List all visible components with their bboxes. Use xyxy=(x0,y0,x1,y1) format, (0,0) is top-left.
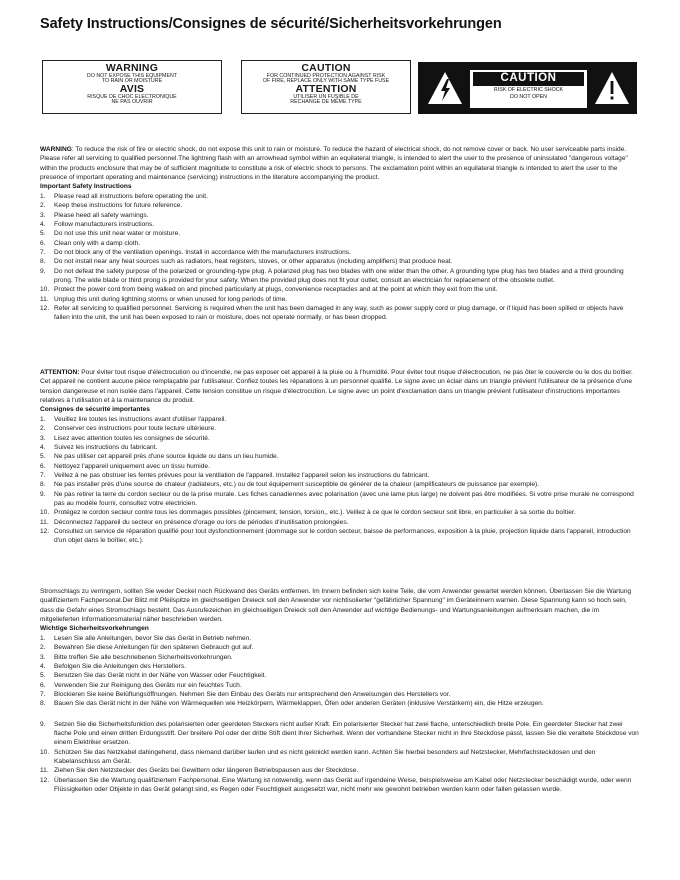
item-number: 11. xyxy=(40,767,49,775)
list-item xyxy=(40,434,640,443)
list-item xyxy=(40,424,640,433)
list-item xyxy=(40,443,640,452)
attention-title: ATTENTION xyxy=(295,83,357,96)
warning-line-2: TO RAIN OR MOISTURE xyxy=(101,77,163,84)
shock-title: CAUTION xyxy=(473,72,584,86)
list-item xyxy=(40,518,640,527)
item-number: 1. xyxy=(40,192,46,200)
item-text: Ne pas installer près d'une source de chaleur (radiateurs, etc.) ou de tout équipement susceptible de générer de la chaleur (amplificateurs de puissance par exemple). xyxy=(54,481,540,489)
item-number: 7. xyxy=(40,471,46,479)
item-text: Veillez à ne pas obstruer les fentes prévues pour la ventilation de l'appareil. Installez l'appareil selon les instructions du fabricant. xyxy=(54,471,430,479)
item-number: 7. xyxy=(40,248,46,256)
list-item xyxy=(40,681,640,690)
german-heading: Wichtige Sicherheitsvorkehrungen xyxy=(40,625,149,633)
item-number: 12. xyxy=(40,305,50,313)
list-item xyxy=(40,699,640,708)
item-text: Verwenden Sie zur Reinigung des Geräts nur ein feuchtes Tuch. xyxy=(54,681,242,689)
item-number: 6. xyxy=(40,462,46,470)
page-title: Safety Instructions/Consignes de sécurité/Sicherheitsvorkehrungen xyxy=(40,16,502,32)
list-item xyxy=(40,304,640,323)
item-number: 5. xyxy=(40,230,46,238)
list-item xyxy=(40,285,640,294)
shock-hazard-label xyxy=(418,62,637,114)
item-text: Consultez un service de réparation qualifié pour tout dysfonctionnement (dommage sur le cordon secteur, baisse de performances, exposition à la pluie, projection liquide dans l'appareil, introduction d'un objet dans le boîtier, etc.). xyxy=(54,528,631,545)
list-item xyxy=(40,671,640,680)
item-number: 1. xyxy=(40,634,46,642)
french-heading: Consignes de sécurité importantes xyxy=(40,406,150,414)
item-number: 4. xyxy=(40,220,46,228)
list-item xyxy=(40,720,640,748)
list-item xyxy=(40,766,640,775)
list-item xyxy=(40,192,640,201)
caution-title: CAUTION xyxy=(301,62,351,74)
item-text: Refer all servicing to qualified personnel. Servicing is required when the unit has been damaged in any way, such as power supply cord or plug damage, or if liquid has been spilled or objects have fallen into the unit, the unit has been exposed to rain or moisture, does not operate normally, or has been dropped. xyxy=(54,305,624,322)
list-item xyxy=(40,471,640,480)
french-intro xyxy=(40,368,640,405)
item-number: 10. xyxy=(40,509,50,517)
french-section xyxy=(40,368,640,546)
list-item xyxy=(40,748,640,767)
list-item xyxy=(40,508,640,517)
item-text: Do not block any of the ventilation openings. Install in accordance with the manufacturers instructions. xyxy=(54,248,351,256)
item-number: 1. xyxy=(40,415,46,423)
item-text: Bauen Sie das Gerät nicht in der Nähe von Wärmequellen wie Heizkörpern, Wärmeklappen, Öfen oder anderen Geräten (inklusive Verstärkern) ein, die Hitze erzeugen. xyxy=(54,700,544,708)
item-number: 2. xyxy=(40,202,46,210)
item-number: 8. xyxy=(40,258,46,266)
warning-title: WARNING xyxy=(105,62,159,74)
item-number: 4. xyxy=(40,443,46,451)
item-text: Bitte treffen Sie alle beschriebenen Sicherheitsvorkehrungen. xyxy=(54,653,233,661)
item-text: Do not install near any heat sources such as radiators, heat registers, stoves, or other apparatus (including amplifiers) that produce heat. xyxy=(54,258,453,266)
item-text: Schützen Sie das Netzkabel dahingehend, dass niemand darüber laufen und es nicht geknickt werden kann. Achten Sie hierbei besonders auf Netzstecker, Mehrfachsteckdosen und den Kabelanschluss am Gerät. xyxy=(54,748,596,766)
item-number: 11. xyxy=(40,518,49,526)
item-number: 12. xyxy=(40,528,50,536)
item-number: 4. xyxy=(40,662,46,670)
list-item xyxy=(40,480,640,489)
item-text: Please read all instructions before operating the unit. xyxy=(54,192,208,200)
english-section xyxy=(40,145,640,323)
item-number: 3. xyxy=(40,211,46,219)
item-text: Please heed all safety warnings. xyxy=(54,211,149,219)
item-number: 10. xyxy=(40,286,50,294)
item-text: Überlassen Sie die Wartung qualifiziertem Fachpersonal. Eine Wartung ist notwendig, wenn das Gerät auf irgendeine Weise, beispielsweise am Kabel oder Netzstecker beschädigt wurde, oder wenn Flüssigkeiten oder Objekte in das Gerät gelangt sind, es Regen oder Feuchtigkeit ausgesetzt war, nicht mehr wie gewohnt betrieben werden kann oder fallen gelassen wurde. xyxy=(54,776,632,794)
english-list xyxy=(40,192,640,323)
item-text: Unplug this unit during lightning storms or when unused for long periods of time. xyxy=(54,295,288,303)
list-item xyxy=(40,643,640,652)
list-item xyxy=(40,257,640,266)
item-number: 5. xyxy=(40,672,46,680)
item-text: Protégez le cordon secteur contre tous les dommages possibles (pincement, tension, torsion,, etc.). Veillez à ce que le cordon secteur soit libre, en particulier à sa sortie du boîtier. xyxy=(54,509,576,517)
list-item xyxy=(40,776,640,795)
item-number: 9. xyxy=(40,490,46,498)
item-number: 2. xyxy=(40,425,46,433)
list-item xyxy=(40,295,640,304)
list-item xyxy=(40,690,640,699)
english-warning-lead: WARNING xyxy=(40,146,72,153)
german-intro: Stromschlags zu verringern, sollten Sie weder Deckel noch Rückwand des Geräts entfernen. Im Innern befinden sich keine Teile, die vom Anwender gewartet werden können. Überlassen Sie die Wartung qualifiziertem Fachpersonal.Der Blitz mit Pfeilspitze im gleichseitigen Dreieck soll den Anwender vor nichtisolierter "gefährlicher Spannung" im Geräteinnern warnen. Diese Spannung kann so hoch sein, dass die Gefahr eines Stromschlags besteht. Das Ausrufezeichen im gleichseitigen Dreieck soll den Anwender auf wichtige Bedienungs- und Wartungsanleitungen aufmerksam machen, die im mitgelieferten Informationsmaterial näher beschrieben werden. xyxy=(40,588,632,624)
item-number: 9. xyxy=(40,720,46,728)
list-item xyxy=(40,452,640,461)
item-number: 7. xyxy=(40,690,46,698)
item-text: Suivez les instructions du fabricant. xyxy=(54,443,158,451)
item-number: 6. xyxy=(40,239,46,247)
caution-fuse-label xyxy=(241,60,411,114)
warning-line-3: RISQUE DE CHOC ELECTRONIQUE xyxy=(87,93,177,100)
list-item xyxy=(40,248,640,257)
item-text: Clean only with a damp cloth. xyxy=(54,239,141,247)
avis-title: AVIS xyxy=(119,83,145,96)
item-text: Lisez avec attention toutes les consignes de sécurité. xyxy=(54,434,210,442)
caution-line-3: UTILISER UN FUSIBLE DE xyxy=(293,93,359,100)
caution-line-1: FOR CONTINUED PROTECTION AGAINST RISK xyxy=(266,72,386,79)
item-text: Lesen Sie alle Anleitungen, bevor Sie das Gerät in Betrieb nehmen. xyxy=(54,634,252,642)
exclamation-triangle-icon xyxy=(593,69,631,107)
item-number: 8. xyxy=(40,481,46,489)
english-intro xyxy=(40,145,640,182)
warning-label xyxy=(42,60,222,114)
caution-line-2: OF FIRE, REPLACE ONLY WITH SAME TYPE FUSE xyxy=(262,77,390,84)
list-item xyxy=(40,634,640,643)
item-number: 3. xyxy=(40,434,46,442)
list-item xyxy=(40,415,640,424)
item-number: 3. xyxy=(40,653,46,661)
item-number: 12. xyxy=(40,776,50,784)
list-item xyxy=(40,220,640,229)
item-number: 5. xyxy=(40,453,46,461)
item-text: Do not use this unit near water or moisture. xyxy=(54,230,181,238)
list-item xyxy=(40,267,640,286)
warning-line-4: NE PAS OUVRIR xyxy=(111,98,153,105)
lightning-triangle-icon xyxy=(426,69,464,107)
german-list xyxy=(40,634,640,795)
item-number: 2. xyxy=(40,644,46,652)
warning-line-1: DO NOT EXPOSE THIS EQUIPMENT xyxy=(86,72,178,79)
list-item xyxy=(40,662,640,671)
item-text: Veuillez lire toutes les instructions avant d'utiliser l'appareil. xyxy=(54,415,227,423)
caution-line-4: RECHANGE DE MÊME TYPE xyxy=(290,98,362,105)
item-text: Ne pas utiliser cet appareil près d'une source liquide ou dans un lieu humide. xyxy=(54,453,279,461)
french-list xyxy=(40,415,640,546)
list-item xyxy=(40,229,640,238)
item-text: Benutzen Sie das Gerät nicht in der Nähe von Wasser oder Feuchtigkeit. xyxy=(54,672,267,680)
item-text: Protect the power cord from being walked on and pinched particularly at plugs, convenience receptacles and at the point at which they exit from the unit. xyxy=(54,286,498,294)
french-intro-text: Pour éviter tout risque d'électrocution ou d'incendie, ne pas exposer cet appareil à la pluie ou à l'humidité. Pour éviter tout risque d'électrocution, ne pas ôter le couvercle ou le dos du boîtier. Cet appareil ne contient aucune pièce remplaçable par l'utilisateur. Confiez toutes les réparations à un personnel qualifié. Le signe avec un éclair dans un triangle prévient l'utilisateur de la présence d'une tension dangereuse et non isolée dans l'appareil. Cette tension constitue un risque d'électrocution. Le signe avec un point d'exclamation dans un triangle prévient l'utilisateur d'instructions importantes relatives à l'utilisation et à la maintenance du produit. xyxy=(40,369,633,405)
list-item xyxy=(40,462,640,471)
item-text: Nettoyez l'appareil uniquement avec un tissu humide. xyxy=(54,462,210,470)
item-number: 8. xyxy=(40,700,46,708)
item-text: Do not defeat the safety purpose of the polarized or grounding-type plug. A polarized plug has two blades with one wider than the other. A grounding type plug has two blades and a third grounding prong. The wide blade or third prong is provided for your safety. When the provided plug does not fit your outlet, consult an electrician for replacement of the obsolete outlet. xyxy=(54,267,624,285)
item-text: Ne pas retirer la terre du cordon secteur ou de la prise murale. Les fiches canadiennes avec polarisation (avec une lame plus large) ne doivent pas être modifiées. Si votre prise murale ne correspond pas au modèle fourni, consultez votre electricien. xyxy=(54,490,634,508)
list-item xyxy=(40,490,640,509)
item-text: Ziehen Sie den Netzstecker des Geräts bei Gewittern oder längeren Betriebspausen aus der Steckdose. xyxy=(54,767,359,775)
item-text: Keep these instructions for future reference. xyxy=(54,202,183,210)
item-text: Blockieren Sie keine Belüftungsöffnungen. Nehmen Sie den Einbau des Geräts nur entsprechend den Anweisungen des Herstellers vor. xyxy=(54,690,451,698)
list-item xyxy=(40,201,640,210)
list-item xyxy=(40,239,640,248)
shock-line-2: DO NOT OPEN xyxy=(510,94,547,101)
list-item xyxy=(40,653,640,662)
shock-center-panel xyxy=(470,70,587,108)
item-number: 11. xyxy=(40,295,49,303)
item-number: 10. xyxy=(40,748,50,756)
french-attention-lead: ATTENTION: xyxy=(40,369,80,376)
item-text: Setzen Sie die Sicherheitsfunktion des polarisierten oder geerdeten Steckers nicht außer Kraft. Ein polarisierter Stecker hat zwei flache, unterschiedlich breite Pole. Ein geerdeter Stecker hat zwei flache Pole und einen dritten Erdungsstift. Der breitere Pol oder der dritte Stift dient Ihrer Sicherheit. Wenn der vorhandene Stecker nicht in Ihre Steckdose passt, lassen Sie die veraltete Steckdose von einem Elektriker ersetzen. xyxy=(54,720,639,747)
item-number: 6. xyxy=(40,681,46,689)
item-text: Befolgen Sie die Anleitungen des Herstellers. xyxy=(54,662,186,670)
item-text: Follow manufacturers instructions. xyxy=(54,220,155,228)
german-section xyxy=(40,587,640,795)
item-text: Conserver ces instructions pour toute lecture ultérieure. xyxy=(54,425,216,433)
english-intro-text: : To reduce the risk of fire or electric shock, do not expose this unit to rain or moisture. To reduce the hazard of electrical shock, do not remove cover or back. No user serviceable parts inside. Please refer all servicing to qualified personnel.The lightning flash with an arrowhead symbol within an equilateral triangle, is intended to alert the user to the presence of uninsulated "dangerous voltage" within the products enclosure that may be of sufficient magnitude to constitute a risk of electric shock to persons. The exclamation point within an equilateral triangle is intended to alert the user to the presence of important operating and maintenance (servicing) instructions in the literature accompanying the product. xyxy=(40,146,628,182)
english-heading: Important Safety Instructions xyxy=(40,183,132,191)
item-text: Bewahren Sie diese Anleitungen für den späteren Gebrauch gut auf. xyxy=(54,644,254,652)
list-item xyxy=(40,211,640,220)
list-item xyxy=(40,527,640,546)
item-text: Déconnectez l'appareil du secteur en présence d'orage ou lors de périodes d'inutilisation prolongées. xyxy=(54,518,349,526)
shock-line-1: RISK OF ELECTRIC SHOCK xyxy=(493,86,564,93)
item-number: 9. xyxy=(40,267,46,275)
